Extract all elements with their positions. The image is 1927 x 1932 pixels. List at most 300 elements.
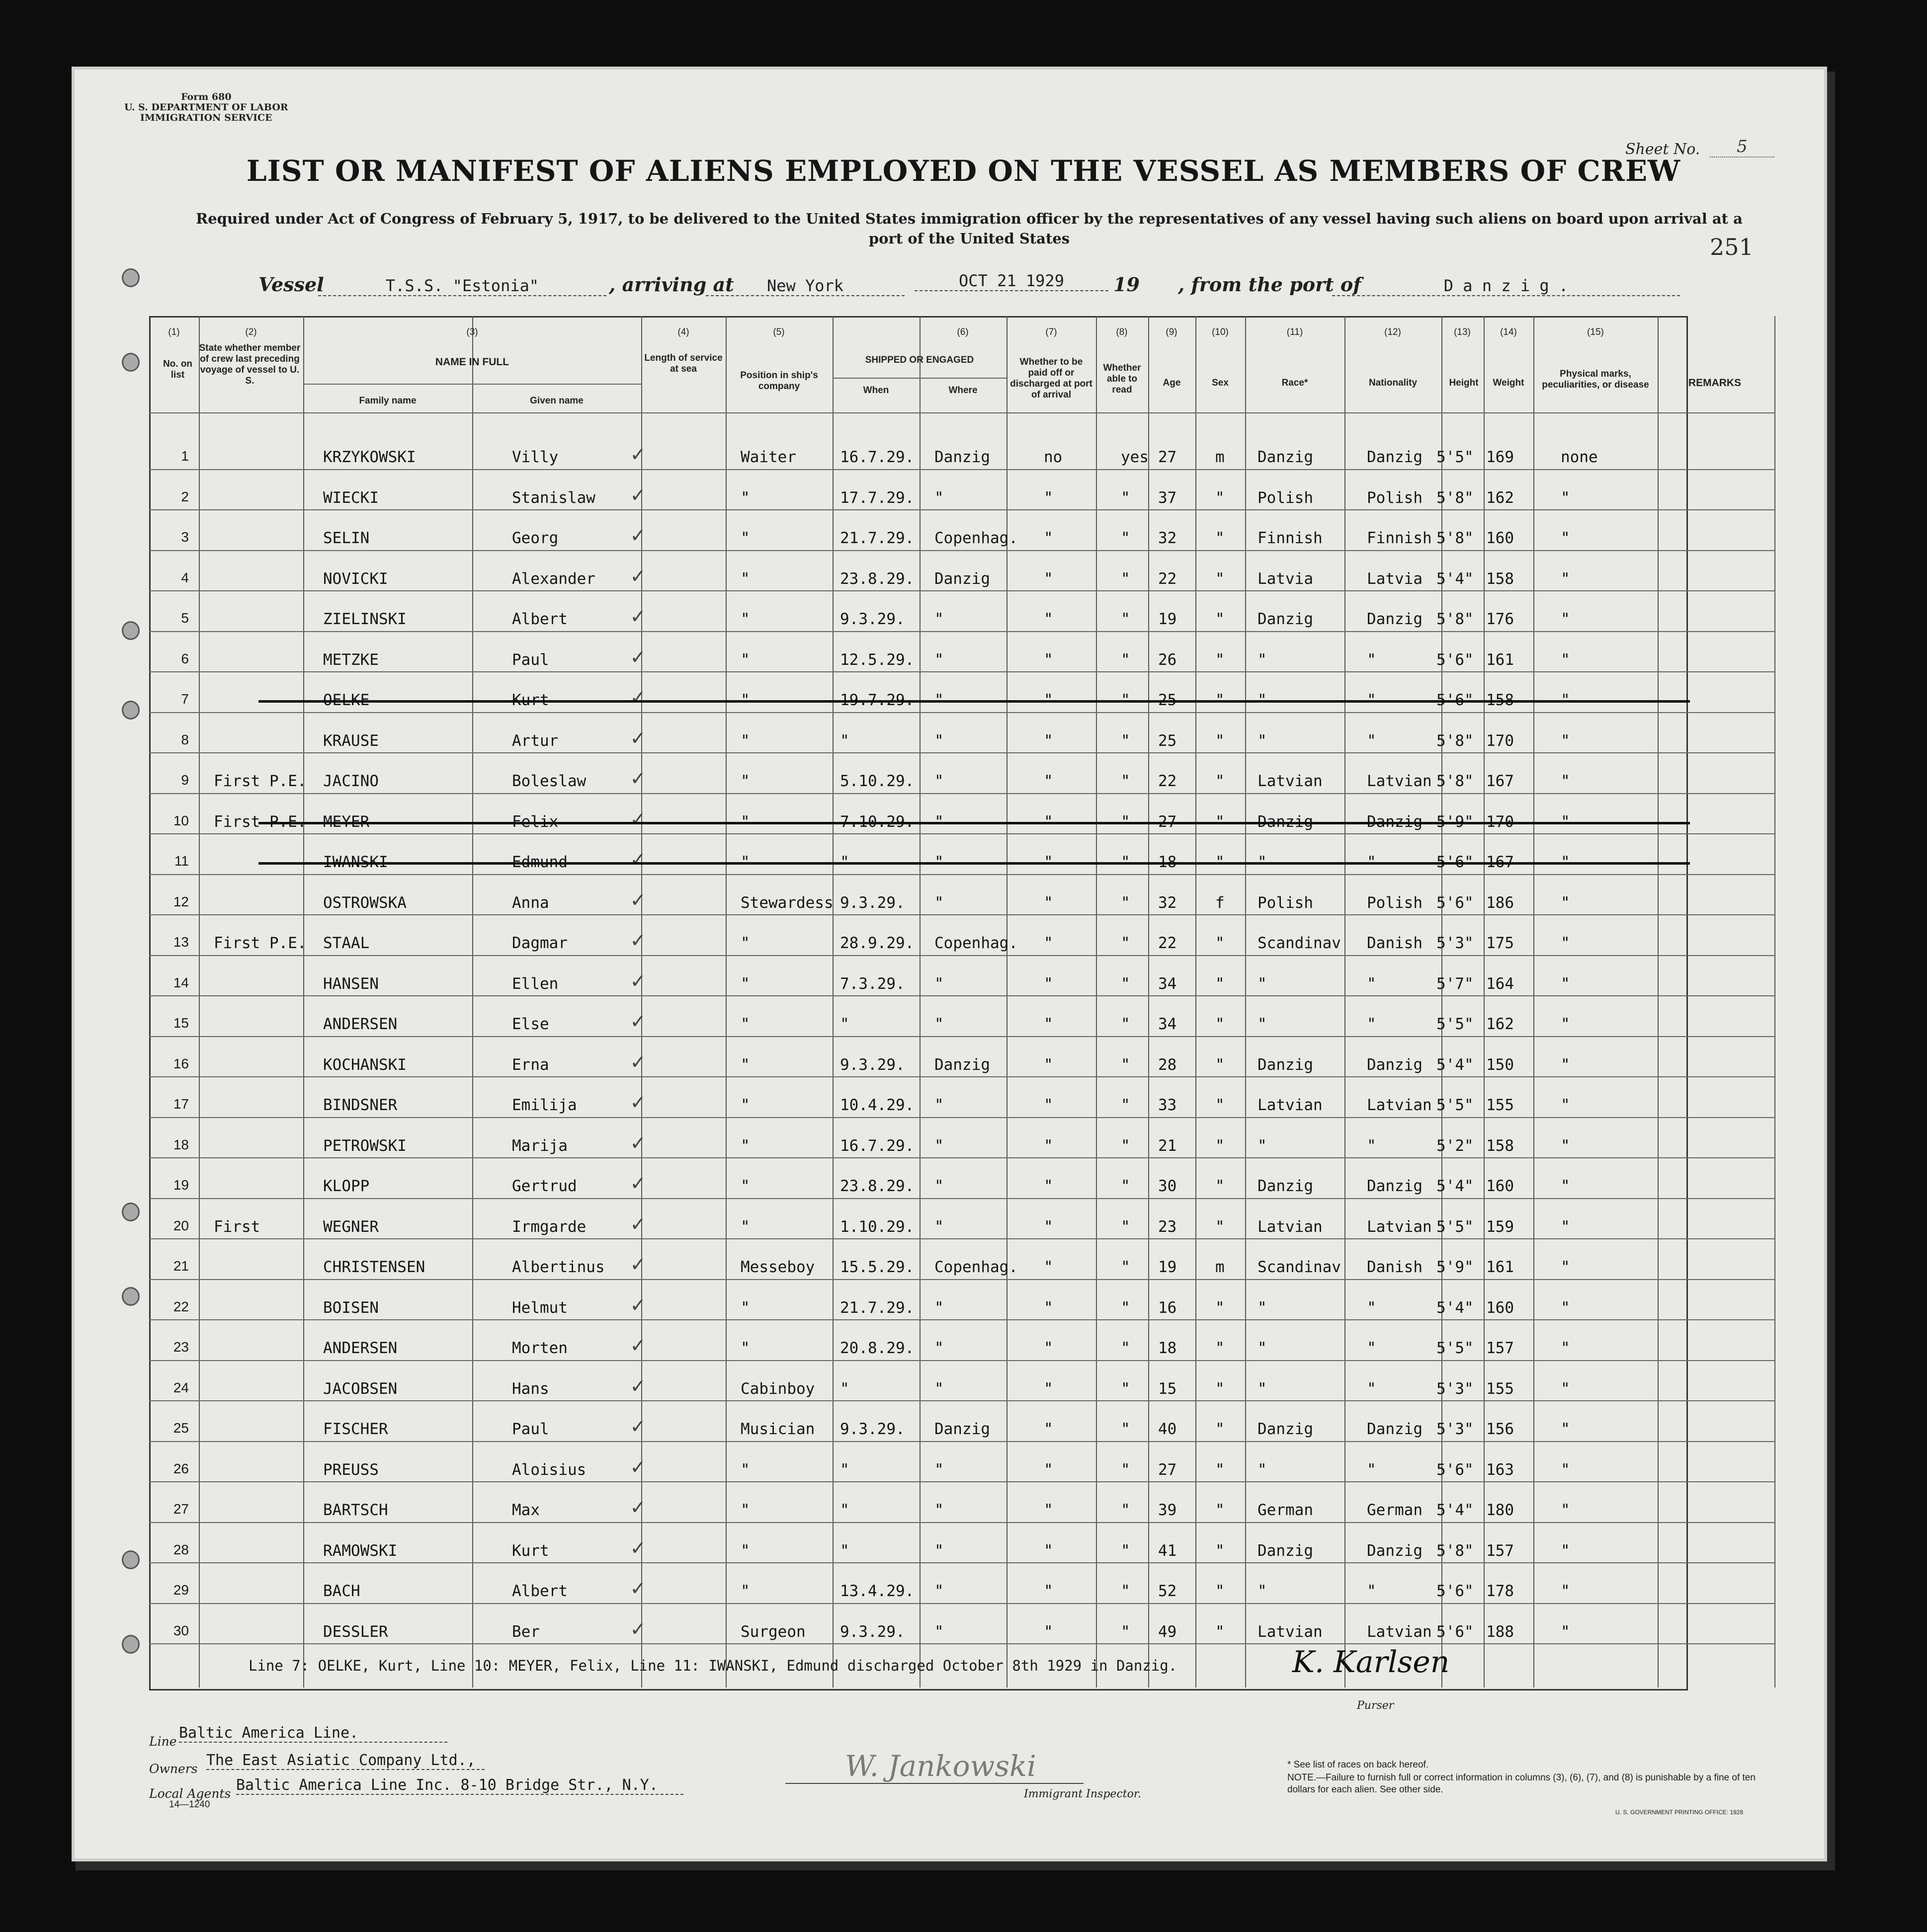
given-name: Morten: [512, 1339, 568, 1357]
line-field: [179, 1724, 447, 1743]
sex: ": [1215, 1622, 1225, 1641]
position: ": [741, 1055, 750, 1074]
row-rule: [149, 1562, 1774, 1563]
physical-marks: ": [1561, 1379, 1570, 1398]
paid-off: ": [1044, 1217, 1053, 1236]
shipped-when: 19.7.29.: [840, 691, 915, 709]
shipped-where: ": [934, 853, 944, 871]
line-value: Baltic America Line.: [179, 1724, 447, 1743]
height: 5'6": [1436, 650, 1474, 669]
given-name: Ber: [512, 1622, 540, 1641]
row-rule: [149, 1481, 1774, 1482]
physical-marks: ": [1561, 1420, 1570, 1438]
nationality: Latvian: [1367, 1096, 1432, 1114]
weight: 164: [1486, 974, 1514, 993]
sex: ": [1215, 650, 1225, 669]
row-number: 22: [173, 1298, 189, 1314]
nationality: ": [1367, 974, 1376, 993]
able-to-read: ": [1121, 1096, 1130, 1114]
family-name: ANDERSEN: [323, 1339, 398, 1357]
row-rule: [149, 671, 1774, 672]
strike-through-line: [258, 822, 1690, 824]
position: ": [741, 731, 750, 750]
race: ": [1257, 1582, 1267, 1600]
row-rule: [149, 590, 1774, 591]
race: ": [1257, 1136, 1267, 1155]
able-to-read: ": [1121, 893, 1130, 912]
row-rule: [149, 1400, 1774, 1401]
given-name: Helmut: [512, 1298, 568, 1317]
shipped-when: 15.5.29.: [840, 1258, 915, 1276]
race: Latvian: [1257, 1096, 1323, 1114]
able-to-read: ": [1121, 934, 1130, 952]
physical-marks: ": [1561, 1501, 1570, 1519]
header-height: Height: [1449, 378, 1479, 388]
physical-marks: ": [1561, 1096, 1570, 1114]
family-name: KLOPP: [323, 1177, 370, 1195]
sex: ": [1215, 1460, 1225, 1479]
header-rule: [149, 412, 1774, 413]
age: 39: [1158, 1501, 1177, 1519]
row-number: 8: [181, 731, 189, 747]
shipped-where: ": [934, 1541, 944, 1560]
row-rule: [149, 1076, 1774, 1077]
given-name: Dagmar: [512, 934, 568, 952]
able-to-read: ": [1121, 691, 1130, 709]
position: ": [741, 1541, 750, 1560]
nationality: Finnish: [1367, 529, 1432, 547]
age: 27: [1158, 812, 1177, 831]
owners-field: [206, 1752, 485, 1770]
able-to-read: ": [1121, 1136, 1130, 1155]
shipped-where: ": [934, 1096, 944, 1114]
weight: 159: [1486, 1217, 1514, 1236]
physical-marks: ": [1561, 1217, 1570, 1236]
header-no-on-list: No. on list: [163, 359, 193, 380]
shipped-when: 17.7.29.: [840, 488, 915, 507]
weight: 170: [1486, 731, 1514, 750]
paid-off: ": [1044, 1096, 1053, 1114]
column-number: (2): [245, 327, 257, 337]
physical-marks: ": [1561, 974, 1570, 993]
paid-off: ": [1044, 529, 1053, 547]
shipped-where: ": [934, 731, 944, 750]
weight: 156: [1486, 1420, 1514, 1438]
column-rule: [1774, 316, 1775, 1688]
row-number: 29: [173, 1582, 189, 1598]
race: Finnish: [1257, 529, 1323, 547]
check-mark-icon: ✓: [631, 967, 645, 993]
row-rule: [149, 955, 1774, 956]
nationality: Danish: [1367, 934, 1423, 952]
row-rule: [149, 793, 1774, 794]
penalty-note: NOTE.—Failure to furnish full or correct information in columns (3), (6), (7), and (8) is punishable by a fine of ten dollars for each alien. See other side.: [1287, 1772, 1756, 1795]
check-mark-icon: ✓: [631, 644, 645, 669]
shipped-where: ": [934, 691, 944, 709]
form-id-block: [124, 92, 288, 123]
age: 21: [1158, 1136, 1177, 1155]
position: ": [741, 1177, 750, 1195]
sex: ": [1215, 1177, 1225, 1195]
shipped-when: 28.9.29.: [840, 934, 915, 952]
weight: 186: [1486, 893, 1514, 912]
header-remarks: REMARKS: [1688, 377, 1742, 389]
position: ": [741, 1339, 750, 1357]
shipped-when: 23.8.29.: [840, 569, 915, 588]
race: ": [1257, 731, 1267, 750]
sex: m: [1215, 448, 1225, 466]
paid-off: ": [1044, 1460, 1053, 1479]
height: 5'6": [1436, 691, 1474, 709]
shipped-where: ": [934, 650, 944, 669]
height: 5'8": [1436, 610, 1474, 628]
check-mark-icon: ✓: [631, 1494, 645, 1520]
position: ": [741, 812, 750, 831]
race: Danzig: [1257, 1055, 1313, 1074]
paid-off: ": [1044, 610, 1053, 628]
shipped-when: ": [840, 1015, 849, 1033]
able-to-read: ": [1121, 1298, 1130, 1317]
given-name: Villy: [512, 448, 559, 466]
check-mark-icon: ✓: [631, 1332, 645, 1358]
position: ": [741, 1501, 750, 1519]
weight: 162: [1486, 1015, 1514, 1033]
physical-marks: ": [1561, 772, 1570, 790]
sex: ": [1215, 853, 1225, 871]
able-to-read: ": [1121, 974, 1130, 993]
physical-marks: ": [1561, 691, 1570, 709]
shipped-where: Danzig: [934, 569, 990, 588]
weight: 150: [1486, 1055, 1514, 1074]
row-rule: [149, 509, 1774, 510]
age: 25: [1158, 731, 1177, 750]
check-mark-icon: ✓: [631, 1008, 645, 1034]
given-name: Stanislaw: [512, 488, 595, 507]
given-name: Felix: [512, 812, 559, 831]
arrival-date: OCT 21 1929: [915, 271, 1108, 291]
shipped-where: Danzig: [934, 1420, 990, 1438]
given-name: Emilija: [512, 1096, 577, 1114]
header-sex: Sex: [1212, 378, 1229, 388]
page-subtitle: [149, 209, 1789, 248]
row-rule: [149, 1643, 1774, 1644]
physical-marks: ": [1561, 1055, 1570, 1074]
subtitle-line-2: port of the United States: [868, 230, 1070, 247]
column-number: (4): [677, 327, 689, 337]
row-number: 4: [181, 569, 189, 585]
position: Stewardess: [741, 893, 834, 912]
row-rule: [149, 1036, 1774, 1037]
family-name: WEGNER: [323, 1217, 379, 1236]
agents-value: Baltic America Line Inc. 8-10 Bridge Str., N.Y.: [236, 1776, 683, 1795]
able-to-read: ": [1121, 772, 1130, 790]
punch-hole: [122, 1635, 140, 1654]
able-to-read: ": [1121, 1379, 1130, 1398]
given-name: Georg: [512, 529, 559, 547]
shipped-when: 9.3.29.: [840, 1420, 905, 1438]
height: 5'5": [1436, 1015, 1474, 1033]
height: 5'4": [1436, 1298, 1474, 1317]
paid-off: ": [1044, 650, 1053, 669]
shipped-where: ": [934, 772, 944, 790]
header-length-of-service: Length of service at sea: [644, 353, 723, 374]
height: 5'3": [1436, 1420, 1474, 1438]
age: 32: [1158, 529, 1177, 547]
row-rule: [149, 712, 1774, 713]
age: 37: [1158, 488, 1177, 507]
row-number: 17: [173, 1096, 189, 1112]
nationality: ": [1367, 650, 1376, 669]
header-shipped-engaged: SHIPPED OR ENGAGED: [865, 355, 974, 365]
header-previous-voyage: State whether member of crew last preceding voyage of vessel to U. S.: [199, 343, 301, 386]
family-name: JACOBSEN: [323, 1379, 398, 1398]
weight: 161: [1486, 650, 1514, 669]
sheet-number: 5: [1710, 137, 1774, 158]
height: 5'4": [1436, 1177, 1474, 1195]
column-number: (15): [1587, 327, 1604, 337]
inspector-label: Immigrant Inspector.: [1024, 1788, 1141, 1800]
given-name: Max: [512, 1501, 540, 1519]
paid-off: ": [1044, 974, 1053, 993]
row-rule: [149, 874, 1774, 875]
able-to-read: ": [1121, 569, 1130, 588]
row-number: 30: [173, 1622, 189, 1638]
row-number: 14: [173, 974, 189, 990]
column-number: (7): [1045, 327, 1057, 337]
shipped-when: ": [840, 1501, 849, 1519]
shipped-when: ": [840, 853, 849, 871]
row-rule: [149, 1157, 1774, 1158]
row-rule: [149, 469, 1774, 470]
nationality: Latvia: [1367, 569, 1423, 588]
column-number: (5): [773, 327, 785, 337]
check-mark-icon: ✓: [631, 1575, 645, 1601]
owners-value: The East Asiatic Company Ltd.,: [206, 1752, 485, 1770]
paid-off: ": [1044, 893, 1053, 912]
column-number: (12): [1384, 327, 1401, 337]
column-number: (8): [1116, 327, 1128, 337]
race: Danzig: [1257, 448, 1313, 466]
paid-off: ": [1044, 488, 1053, 507]
age: 40: [1158, 1420, 1177, 1438]
weight: 160: [1486, 529, 1514, 547]
nationality: ": [1367, 1015, 1376, 1033]
race: ": [1257, 1298, 1267, 1317]
height: 5'9": [1436, 812, 1474, 831]
position: Musician: [741, 1420, 815, 1438]
able-to-read: ": [1121, 488, 1130, 507]
arriving-label: , arriving at: [609, 273, 734, 296]
weight: 167: [1486, 772, 1514, 790]
physical-marks: ": [1561, 1339, 1570, 1357]
paid-off: ": [1044, 934, 1053, 952]
row-number: 19: [173, 1177, 189, 1193]
able-to-read: ": [1121, 529, 1130, 547]
agents-label: Local Agents: [149, 1786, 231, 1801]
physical-marks: ": [1561, 1177, 1570, 1195]
line-label: Line: [149, 1734, 177, 1749]
previous-voyage: First: [214, 1217, 260, 1236]
race: Polish: [1257, 488, 1313, 507]
given-name: Gertrud: [512, 1177, 577, 1195]
header-nationality: Nationality: [1368, 378, 1418, 388]
height: 5'4": [1436, 1501, 1474, 1519]
paid-off: ": [1044, 1622, 1053, 1641]
shipped-where: ": [934, 610, 944, 628]
age: 41: [1158, 1541, 1177, 1560]
row-number: 7: [181, 691, 189, 707]
form-department: U. S. DEPARTMENT OF LABOR: [124, 102, 288, 113]
shipped-where: ": [934, 812, 944, 831]
nationality: Latvian: [1367, 772, 1432, 790]
race: German: [1257, 1501, 1313, 1519]
check-mark-icon: ✓: [631, 805, 645, 831]
given-name: Paul: [512, 1420, 549, 1438]
header-weight: Weight: [1493, 378, 1524, 388]
position: ": [741, 1096, 750, 1114]
family-name: METZKE: [323, 650, 379, 669]
paid-off: ": [1044, 1136, 1053, 1155]
physical-marks: ": [1561, 569, 1570, 588]
punch-hole: [122, 268, 140, 287]
able-to-read: ": [1121, 1622, 1130, 1641]
row-rule: [149, 1441, 1774, 1442]
discharge-note: Line 7: OELKE, Kurt, Line 10: MEYER, Felix, Line 11: IWANSKI, Edmund discharged October 8th 1929 in Danzig.: [249, 1657, 1177, 1674]
age: 22: [1158, 569, 1177, 588]
able-to-read: ": [1121, 1339, 1130, 1357]
agents-field: [236, 1776, 683, 1795]
able-to-read: ": [1121, 853, 1130, 871]
physical-marks: ": [1561, 610, 1570, 628]
sex: ": [1215, 812, 1225, 831]
shipped-when: 16.7.29.: [840, 1136, 915, 1155]
position: ": [741, 529, 750, 547]
age: 22: [1158, 772, 1177, 790]
form-number: Form 680: [181, 91, 232, 102]
shipped-where: ": [934, 1501, 944, 1519]
family-name: STAAL: [323, 934, 370, 952]
shipped-when: 20.8.29.: [840, 1339, 915, 1357]
height: 5'8": [1436, 488, 1474, 507]
shipped-when: 21.7.29.: [840, 529, 915, 547]
nationality: ": [1367, 853, 1376, 871]
given-name: Aloisius: [512, 1460, 586, 1479]
punch-hole: [122, 1203, 140, 1221]
paid-off: ": [1044, 1582, 1053, 1600]
nationality: Danzig: [1367, 1055, 1423, 1074]
nationality: ": [1367, 1339, 1376, 1357]
family-name: RAMOWSKI: [323, 1541, 398, 1560]
height: 5'5": [1436, 448, 1474, 466]
row-number: 21: [173, 1258, 189, 1274]
page-title: LIST OR MANIFEST OF ALIENS EMPLOYED ON THE VESSEL AS MEMBERS OF CREW: [246, 154, 1681, 188]
header-when: When: [863, 385, 889, 396]
from-port-label: , from the port of: [1178, 273, 1361, 296]
paid-off: ": [1044, 853, 1053, 871]
family-name: IWANSKI: [323, 853, 388, 871]
height: 5'5": [1436, 1339, 1474, 1357]
shipped-when: 5.10.29.: [840, 772, 915, 790]
physical-marks: ": [1561, 853, 1570, 871]
family-name: PREUSS: [323, 1460, 379, 1479]
inspector-signature-line: [785, 1783, 1084, 1784]
column-number: (6): [957, 327, 969, 337]
family-name: BOISEN: [323, 1298, 379, 1317]
row-number: 23: [173, 1339, 189, 1355]
row-rule: [149, 1238, 1774, 1239]
able-to-read: ": [1121, 610, 1130, 628]
height: 5'3": [1436, 1379, 1474, 1398]
row-rule: [149, 1319, 1774, 1320]
race: Latvia: [1257, 569, 1313, 588]
family-name: KOCHANSKI: [323, 1055, 407, 1074]
header-where: Where: [948, 385, 978, 396]
family-name: FISCHER: [323, 1420, 388, 1438]
row-number: 9: [181, 772, 189, 788]
row-number: 11: [174, 853, 189, 869]
sex: ": [1215, 1217, 1225, 1236]
shipped-where: Copenhag.: [934, 934, 1018, 952]
row-rule: [149, 995, 1774, 996]
given-name: Erna: [512, 1055, 549, 1074]
row-rule: [149, 752, 1774, 753]
family-name: ANDERSEN: [323, 1015, 398, 1033]
able-to-read: ": [1121, 1582, 1130, 1600]
column-number: (9): [1166, 327, 1177, 337]
nationality: Polish: [1367, 893, 1423, 912]
position: Messeboy: [741, 1258, 815, 1276]
paid-off: ": [1044, 1055, 1053, 1074]
check-mark-icon: ✓: [631, 927, 645, 953]
given-name: Artur: [512, 731, 559, 750]
given-name: Kurt: [512, 1541, 549, 1560]
row-rule: [149, 1198, 1774, 1199]
check-mark-icon: ✓: [631, 1089, 645, 1115]
race: Danzig: [1257, 812, 1313, 831]
race: Latvian: [1257, 1217, 1323, 1236]
race: ": [1257, 691, 1267, 709]
check-mark-icon: ✓: [631, 886, 645, 912]
able-to-read: ": [1121, 1217, 1130, 1236]
height: 5'2": [1436, 1136, 1474, 1155]
race: Scandinav: [1257, 934, 1341, 952]
weight: 167: [1486, 853, 1514, 871]
height: 5'6": [1436, 1460, 1474, 1479]
family-name: BINDSNER: [323, 1096, 398, 1114]
physical-marks: ": [1561, 650, 1570, 669]
position: ": [741, 610, 750, 628]
age: 27: [1158, 448, 1177, 466]
shipped-where: ": [934, 1015, 944, 1033]
height: 5'3": [1436, 934, 1474, 952]
check-mark-icon: ✓: [631, 522, 645, 548]
row-number: 28: [173, 1541, 189, 1557]
height: 5'5": [1436, 1217, 1474, 1236]
age: 30: [1158, 1177, 1177, 1195]
header-rule: [303, 384, 641, 385]
sex: ": [1215, 731, 1225, 750]
race: ": [1257, 1339, 1267, 1357]
paid-off: ": [1044, 1501, 1053, 1519]
column-number: (10): [1212, 327, 1229, 337]
punch-hole: [122, 701, 140, 720]
check-mark-icon: ✓: [631, 1210, 645, 1236]
shipped-where: Danzig: [934, 448, 990, 466]
physical-marks: ": [1561, 529, 1570, 547]
age: 18: [1158, 853, 1177, 871]
shipped-where: ": [934, 893, 944, 912]
height: 5'7": [1436, 974, 1474, 993]
